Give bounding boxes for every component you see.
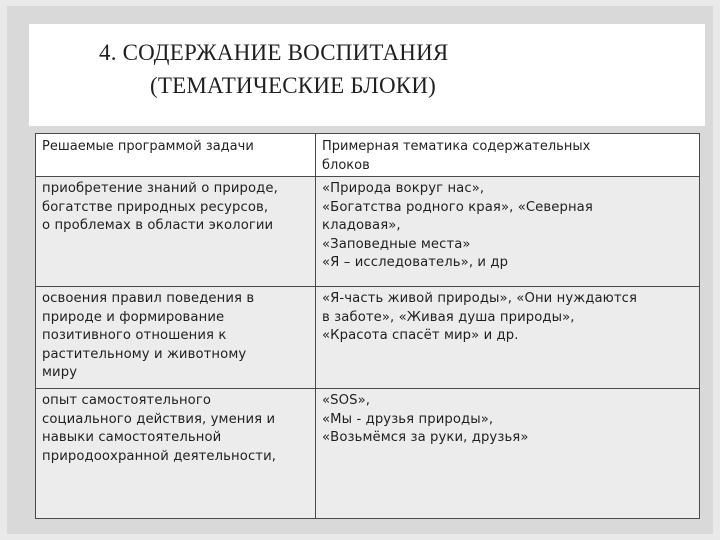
table-row <box>36 287 700 389</box>
tasks-cell <box>36 287 316 389</box>
cell-line: о проблемах в области экологии <box>42 218 274 233</box>
cell-line: социального действия, умения и <box>42 411 276 427</box>
tasks-cell <box>36 177 316 287</box>
cell-line: «Мы - друзья природы», <box>322 411 494 427</box>
cell-line: позитивного отношения к <box>42 328 227 343</box>
cell-line: природе и формирование <box>42 309 225 325</box>
content-table <box>35 133 700 519</box>
cell-line: освоения правил поведения в <box>42 291 255 306</box>
title-box <box>29 24 705 126</box>
table-row <box>36 389 700 519</box>
cell-line: миру <box>42 365 78 380</box>
cell-line: «Природа вокруг нас», <box>322 181 485 196</box>
header-topics <box>316 134 700 177</box>
cell-line: «Возьмёмся за руки, друзья» <box>322 430 529 445</box>
cell-line: навыки самостоятельной <box>42 430 222 445</box>
cell-line: в заботе», «Живая душа природы», <box>322 309 575 325</box>
header-topics-line: Примерная тематика содержательных <box>322 139 591 154</box>
cell-line: «Я – исследователь», и др <box>322 255 509 270</box>
cell-line: «Красота спасёт мир» и др. <box>322 328 519 343</box>
header-tasks-line: Решаемые программой задачи <box>42 139 254 154</box>
cell-line: кладовая», <box>322 218 401 233</box>
cell-line: растительному и животному <box>42 346 247 362</box>
table-header-row <box>36 134 700 177</box>
topics-cell <box>316 287 700 389</box>
header-topics-line: блоков <box>322 158 370 173</box>
header-tasks <box>36 134 316 177</box>
slide-title <box>29 36 705 102</box>
cell-line: «Я-часть живой природы», «Они нуждаются <box>322 291 638 306</box>
cell-line: «SOS», <box>322 393 371 408</box>
slide-title-line-1: 4. СОДЕРЖАНИЕ ВОСПИТАНИЯ <box>99 40 449 65</box>
cell-line: природоохранной деятельности, <box>42 448 277 464</box>
tasks-cell <box>36 389 316 519</box>
cell-line: «Богатства родного края», «Северная <box>322 199 593 215</box>
cell-line: приобретение знаний о природе, <box>42 181 278 196</box>
topics-cell <box>316 177 700 287</box>
slide <box>7 6 713 534</box>
table-row <box>36 177 700 287</box>
topics-cell <box>316 389 700 519</box>
cell-line: богатстве природных ресурсов, <box>42 199 269 215</box>
cell-line: «Заповедные места» <box>322 236 471 252</box>
slide-title-line-2: (ТЕМАТИЧЕСКИЕ БЛОКИ) <box>150 73 436 98</box>
cell-line: опыт самостоятельного <box>42 393 212 408</box>
